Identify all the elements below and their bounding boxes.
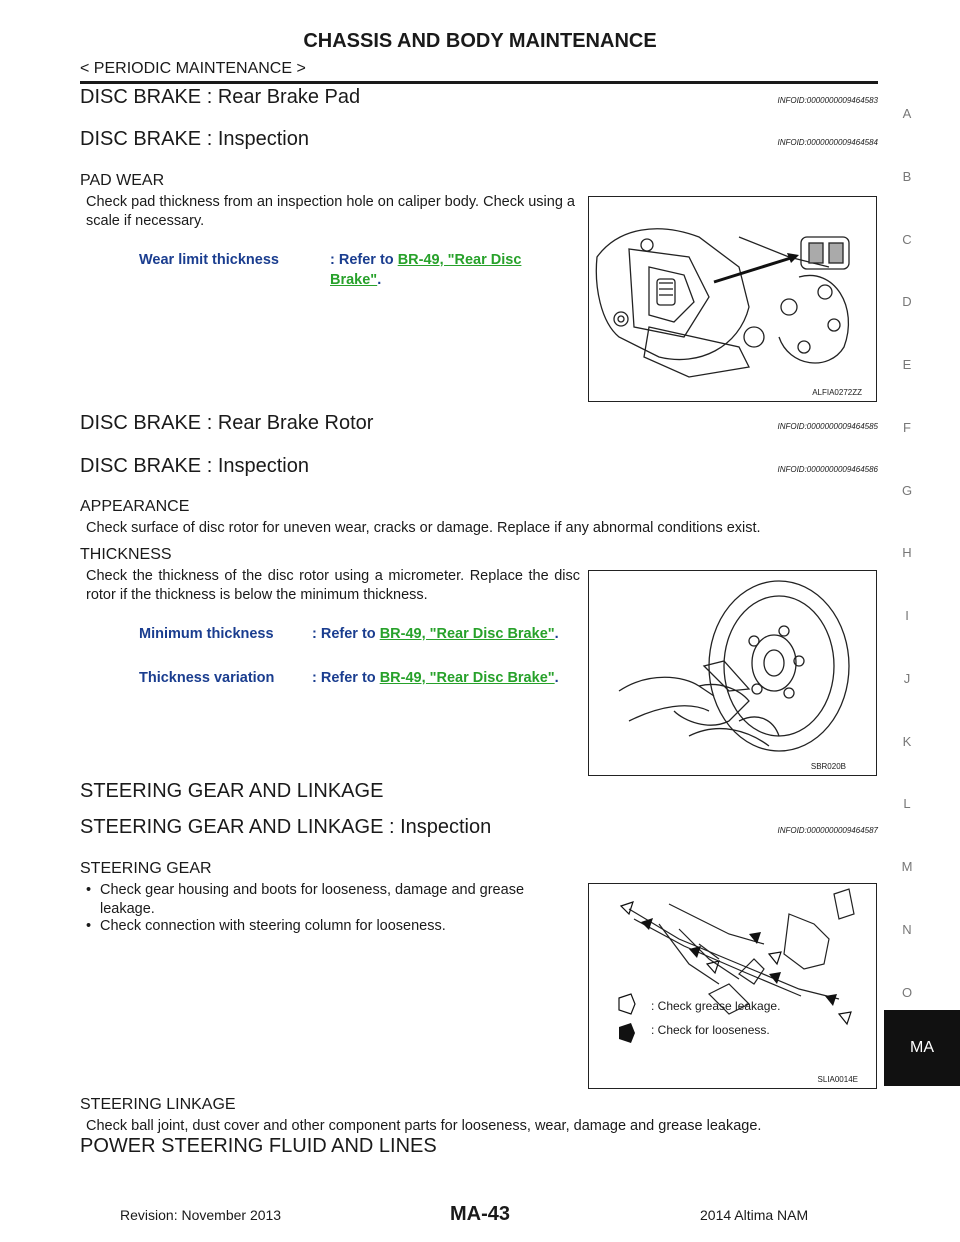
figure-rotor-micrometer	[588, 570, 877, 776]
heading-thickness: THICKNESS	[80, 546, 172, 563]
infoid-rotor-inspection: INFOID:0000000009464586	[777, 465, 878, 474]
bullet-2-marker: •	[86, 918, 92, 934]
bullet-1-marker: •	[86, 882, 92, 898]
steering-gear-bullet-2: Check connection with steering column for looseness.	[100, 918, 446, 934]
infoid-rear-brake-pad: INFOID:0000000009464583	[777, 96, 878, 105]
caliper-illustration	[589, 197, 876, 401]
side-index-i[interactable]: I	[905, 608, 909, 623]
link-br-49-rear-disc-brake[interactable]: BR-49, "Rear Disc Brake"	[379, 626, 555, 642]
section-title-rotor-inspection: DISC BRAKE : Inspection	[80, 455, 309, 477]
side-index-g[interactable]: G	[901, 483, 913, 498]
side-index-n[interactable]: N	[902, 922, 912, 937]
side-index-f[interactable]: F	[903, 420, 911, 435]
section-tab-ma[interactable]: MA	[884, 1010, 960, 1086]
infoid-pad-inspection: INFOID:0000000009464584	[777, 138, 878, 147]
steering-gear-illustration	[589, 884, 876, 1088]
footer-revision: Revision: November 2013	[120, 1207, 282, 1223]
rotor-micrometer-illustration	[589, 571, 876, 775]
spec-refer: : Refer to	[330, 252, 394, 268]
side-index-b[interactable]: B	[902, 169, 912, 184]
spec-minimum-thickness	[312, 624, 562, 644]
spec-period: .	[554, 626, 559, 642]
side-index-o[interactable]: O	[901, 985, 913, 1000]
legend-looseness: : Check for looseness.	[651, 1023, 770, 1037]
section-title-steering-inspection: STEERING GEAR AND LINKAGE : Inspection	[80, 816, 492, 838]
side-index-e[interactable]: E	[902, 357, 912, 372]
spec-label-minimum-thickness: Minimum thickness	[139, 626, 274, 642]
heading-appearance: APPEARANCE	[80, 498, 190, 515]
side-index-c[interactable]: C	[902, 232, 912, 247]
spec-label-wear-limit: Wear limit thickness	[139, 252, 279, 268]
spec-thickness-variation	[312, 668, 562, 688]
link-br-49-rear-disc-brake[interactable]: BR-49, "Rear Disc Brake"	[330, 252, 522, 288]
breadcrumb: < PERIODIC MAINTENANCE >	[80, 60, 306, 77]
side-index-j[interactable]: J	[903, 671, 911, 686]
figure-steering-gear	[588, 883, 877, 1089]
side-index-m[interactable]: M	[901, 859, 913, 874]
steering-linkage-text: Check ball joint, dust cover and other component parts for looseness, wear, damage and grease leakage.	[86, 1118, 762, 1134]
infoid-steering-inspection: INFOID:0000000009464587	[777, 826, 878, 835]
section-title-steering: STEERING GEAR AND LINKAGE	[80, 780, 384, 802]
steering-gear-bullet-1: Check gear housing and boots for looseness, damage and grease leakage.	[100, 882, 525, 917]
appearance-text: Check surface of disc rotor for uneven wear, cracks or damage. Replace if any abnormal conditions exist.	[86, 520, 761, 536]
section-title-power-steering: POWER STEERING FLUID AND LINES	[80, 1135, 437, 1157]
figure-caliper-inspection	[588, 196, 877, 402]
section-title-rear-brake-rotor: DISC BRAKE : Rear Brake Rotor	[80, 412, 374, 434]
side-index-d[interactable]: D	[902, 294, 912, 309]
infoid-rear-brake-rotor: INFOID:0000000009464585	[777, 422, 878, 431]
section-title-pad-inspection: DISC BRAKE : Inspection	[80, 128, 309, 150]
section-title-rear-brake-pad: DISC BRAKE : Rear Brake Pad	[80, 86, 361, 108]
spec-period: .	[554, 670, 559, 686]
spec-wear-limit	[330, 250, 570, 290]
spec-refer: : Refer to	[312, 626, 376, 642]
page-title: CHASSIS AND BODY MAINTENANCE	[303, 30, 657, 52]
heading-steering-gear: STEERING GEAR	[80, 860, 212, 877]
side-index-a[interactable]: A	[902, 106, 912, 121]
footer-model: 2014 Altima NAM	[700, 1207, 809, 1223]
side-index-l[interactable]: L	[903, 796, 911, 811]
spec-label-thickness-variation: Thickness variation	[139, 670, 275, 686]
page-number: MA-43	[449, 1203, 510, 1225]
figure-code-steering: SLIA0014E	[817, 1075, 858, 1084]
heading-steering-linkage: STEERING LINKAGE	[80, 1096, 236, 1113]
side-index-k[interactable]: K	[902, 734, 912, 749]
thickness-text: Check the thickness of the disc rotor using a micrometer. Replace the disc rotor if the thickness is below the minimum thickness.	[86, 568, 580, 603]
pad-wear-text: Check pad thickness from an inspection hole on caliper body. Check using a scale if necessary.	[86, 194, 575, 229]
spec-refer: : Refer to	[312, 670, 376, 686]
header-rule	[80, 81, 878, 84]
figure-code-caliper: ALFIA0272ZZ	[812, 388, 862, 397]
side-index-h[interactable]: H	[902, 545, 912, 560]
legend-grease-leakage: : Check grease leakage.	[651, 999, 781, 1013]
heading-pad-wear: PAD WEAR	[80, 172, 165, 189]
figure-code-rotor: SBR020B	[810, 762, 846, 771]
link-br-49-rear-disc-brake[interactable]: BR-49, "Rear Disc Brake"	[379, 670, 555, 686]
spec-period: .	[377, 272, 382, 288]
